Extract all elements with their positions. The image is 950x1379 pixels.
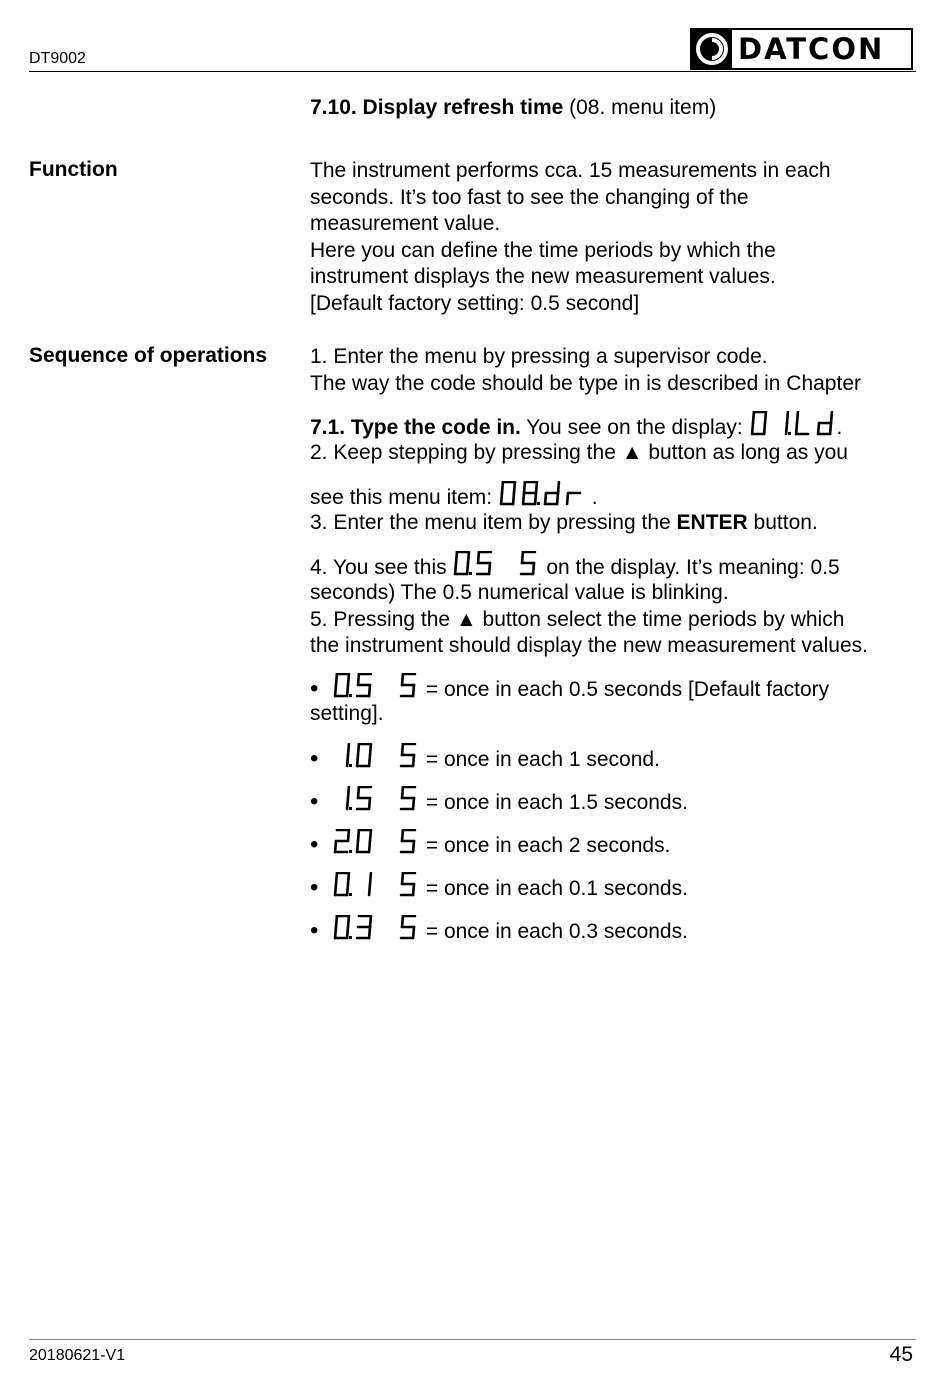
segment-stroke (502, 482, 503, 493)
segment-stroke (535, 493, 536, 504)
segment-stroke (357, 841, 358, 852)
step2-line-a: 2. Keep stepping by pressing the ▲ button as long as you (310, 441, 848, 464)
section-title (310, 96, 716, 120)
segment-stroke (369, 884, 370, 895)
option-item: • = once in each 0.1 seconds. (310, 874, 688, 901)
segment-stroke (413, 685, 414, 696)
segment-stroke (369, 798, 370, 809)
segment-stroke (335, 927, 336, 938)
section-title-rest: (08. menu item) (563, 96, 717, 119)
segment-stroke (402, 830, 403, 841)
chapter-reference: 7.1. Type the code in. (310, 416, 521, 439)
segment-stroke (358, 787, 359, 798)
decimal-point (349, 893, 352, 896)
segment-stroke (335, 884, 336, 895)
decimal-point (349, 764, 352, 767)
segment-stroke (347, 884, 348, 895)
segment-stroke (336, 674, 337, 685)
segment-stroke (468, 563, 469, 574)
segment-stroke (545, 493, 546, 504)
option-item: • = once in each 0.5 seconds [Default factory (310, 675, 830, 702)
bullet: • (310, 917, 319, 944)
seven-segment-display (332, 872, 420, 901)
segment-stroke (347, 798, 348, 809)
segment-stroke (830, 423, 831, 434)
segment-stroke (402, 787, 403, 798)
decimal-point (788, 432, 791, 435)
section-title-bold: 7.10. Display refresh time (310, 96, 564, 119)
seven-segment-display (332, 786, 420, 815)
segment-stroke (358, 744, 359, 755)
option-item: • = once in each 2 seconds. (310, 831, 671, 858)
option-item: • = once in each 1.5 seconds. (310, 788, 688, 815)
segment-stroke (764, 423, 765, 434)
bullet: • (310, 874, 319, 901)
segment-stroke (468, 552, 469, 563)
segment-stroke (478, 552, 479, 563)
segment-stroke (501, 493, 502, 504)
segment-stroke (369, 927, 370, 938)
segment-stroke (534, 563, 535, 574)
header-divider (29, 71, 916, 72)
segment-stroke (752, 423, 753, 434)
segment-stroke (358, 674, 359, 685)
seven-segment-display (332, 673, 420, 702)
seven-segment-display (749, 411, 837, 442)
segment-stroke (786, 423, 787, 434)
seven-segment-display (498, 481, 586, 512)
function-line: measurement value. (310, 212, 501, 235)
segment-stroke (456, 552, 457, 563)
bullet: • (310, 745, 319, 772)
function-line: seconds. It’s too fast to see the changing of the (310, 185, 749, 209)
sequence-label: Sequence of operations (29, 344, 268, 367)
segment-stroke (456, 563, 457, 574)
segment-stroke (536, 482, 537, 493)
segment-stroke (402, 744, 403, 755)
decimal-point (537, 502, 540, 505)
segment-stroke (369, 755, 370, 766)
function-line: The instrument performs cca. 15 measurements in each (310, 159, 831, 182)
option-item-continued: setting]. (310, 702, 384, 725)
datcon-logo-mark-icon (692, 30, 732, 68)
segment-stroke (336, 916, 337, 927)
segment-stroke (765, 412, 766, 423)
step1-line-b: The way the code should be type in is described in Chapter (310, 372, 861, 395)
segment-stroke (413, 755, 414, 766)
segment-stroke (797, 412, 798, 423)
segment-stroke (335, 841, 336, 852)
datcon-logo (690, 28, 913, 70)
segment-stroke (413, 927, 414, 938)
function-text (310, 158, 930, 317)
document-code: DT9002 (29, 50, 86, 67)
segment-stroke (370, 916, 371, 927)
segment-stroke (753, 412, 754, 423)
seven-segment-display (452, 551, 540, 582)
step1-line-a: 1. Enter the menu by pressing a supervisor code. (310, 345, 768, 368)
function-line: Here you can define the time periods by which the (310, 238, 776, 262)
segment-stroke (558, 482, 559, 493)
bullet: • (310, 675, 319, 702)
segment-stroke (335, 685, 336, 696)
segment-stroke (413, 841, 414, 852)
segment-stroke (357, 755, 358, 766)
bullet: • (310, 831, 319, 858)
step1-line-c: 7.1. Type the code in. You see on the display: . (310, 411, 930, 442)
decimal-point (349, 850, 352, 853)
segment-stroke (347, 927, 348, 938)
segment-stroke (523, 493, 524, 504)
segment-stroke (348, 916, 349, 927)
segment-stroke (787, 412, 788, 423)
step5-line-a: 5. Pressing the ▲ button select the time periods by which (310, 608, 845, 631)
step4-line-a: 4. You see this on the display. It’s meaning: 0.5 (310, 551, 930, 582)
segment-stroke (831, 412, 832, 423)
segment-stroke (347, 685, 348, 696)
step5-line-b: the instrument should display the new measurement values. (310, 634, 868, 657)
segment-stroke (818, 423, 819, 434)
segment-stroke (413, 884, 414, 895)
decimal-point (349, 807, 352, 810)
page-number: 45 (889, 1343, 913, 1366)
segment-stroke (370, 873, 371, 884)
seven-segment-display (332, 829, 420, 858)
step2-line-b: see this menu item: . (310, 481, 930, 512)
segment-stroke (524, 482, 525, 493)
footer-divider (29, 1339, 916, 1340)
segment-stroke (369, 841, 370, 852)
segment-stroke (557, 493, 558, 504)
segment-stroke (348, 830, 349, 841)
logo-text: DATCON (738, 32, 885, 66)
segment-stroke (336, 873, 337, 884)
enter-keyword: ENTER (676, 511, 748, 534)
option-item: • = once in each 0.3 seconds. (310, 917, 688, 944)
step4-line-b: seconds) The 0.5 numerical value is blinking. (310, 581, 729, 604)
function-line: instrument displays the new measurement values. (310, 265, 776, 288)
segment-stroke (369, 685, 370, 696)
step3-line: 3. Enter the menu item by pressing the ENTER button. (310, 511, 818, 534)
segment-stroke (348, 873, 349, 884)
function-label: Function (29, 158, 118, 181)
segment-stroke (796, 423, 797, 434)
decimal-point (349, 936, 352, 939)
footer-version: 20180621-V1 (29, 1347, 126, 1364)
segment-stroke (402, 873, 403, 884)
segment-stroke (348, 787, 349, 798)
segment-stroke (514, 482, 515, 493)
segment-stroke (370, 744, 371, 755)
segment-stroke (402, 674, 403, 685)
segment-stroke (347, 755, 348, 766)
decimal-point (469, 572, 472, 575)
segment-stroke (370, 830, 371, 841)
seven-segment-display (332, 915, 420, 944)
segment-stroke (513, 493, 514, 504)
bullet: • (310, 788, 319, 815)
segment-stroke (348, 674, 349, 685)
function-line: [Default factory setting: 0.5 second] (310, 291, 640, 315)
segment-stroke (490, 563, 491, 574)
segment-stroke (567, 493, 568, 504)
segment-stroke (402, 916, 403, 927)
segment-stroke (358, 830, 359, 841)
option-item: • = once in each 1 second. (310, 745, 660, 772)
segment-stroke (348, 744, 349, 755)
seven-segment-display (332, 743, 420, 772)
segment-stroke (413, 798, 414, 809)
segment-stroke (522, 552, 523, 563)
decimal-point (349, 694, 352, 697)
